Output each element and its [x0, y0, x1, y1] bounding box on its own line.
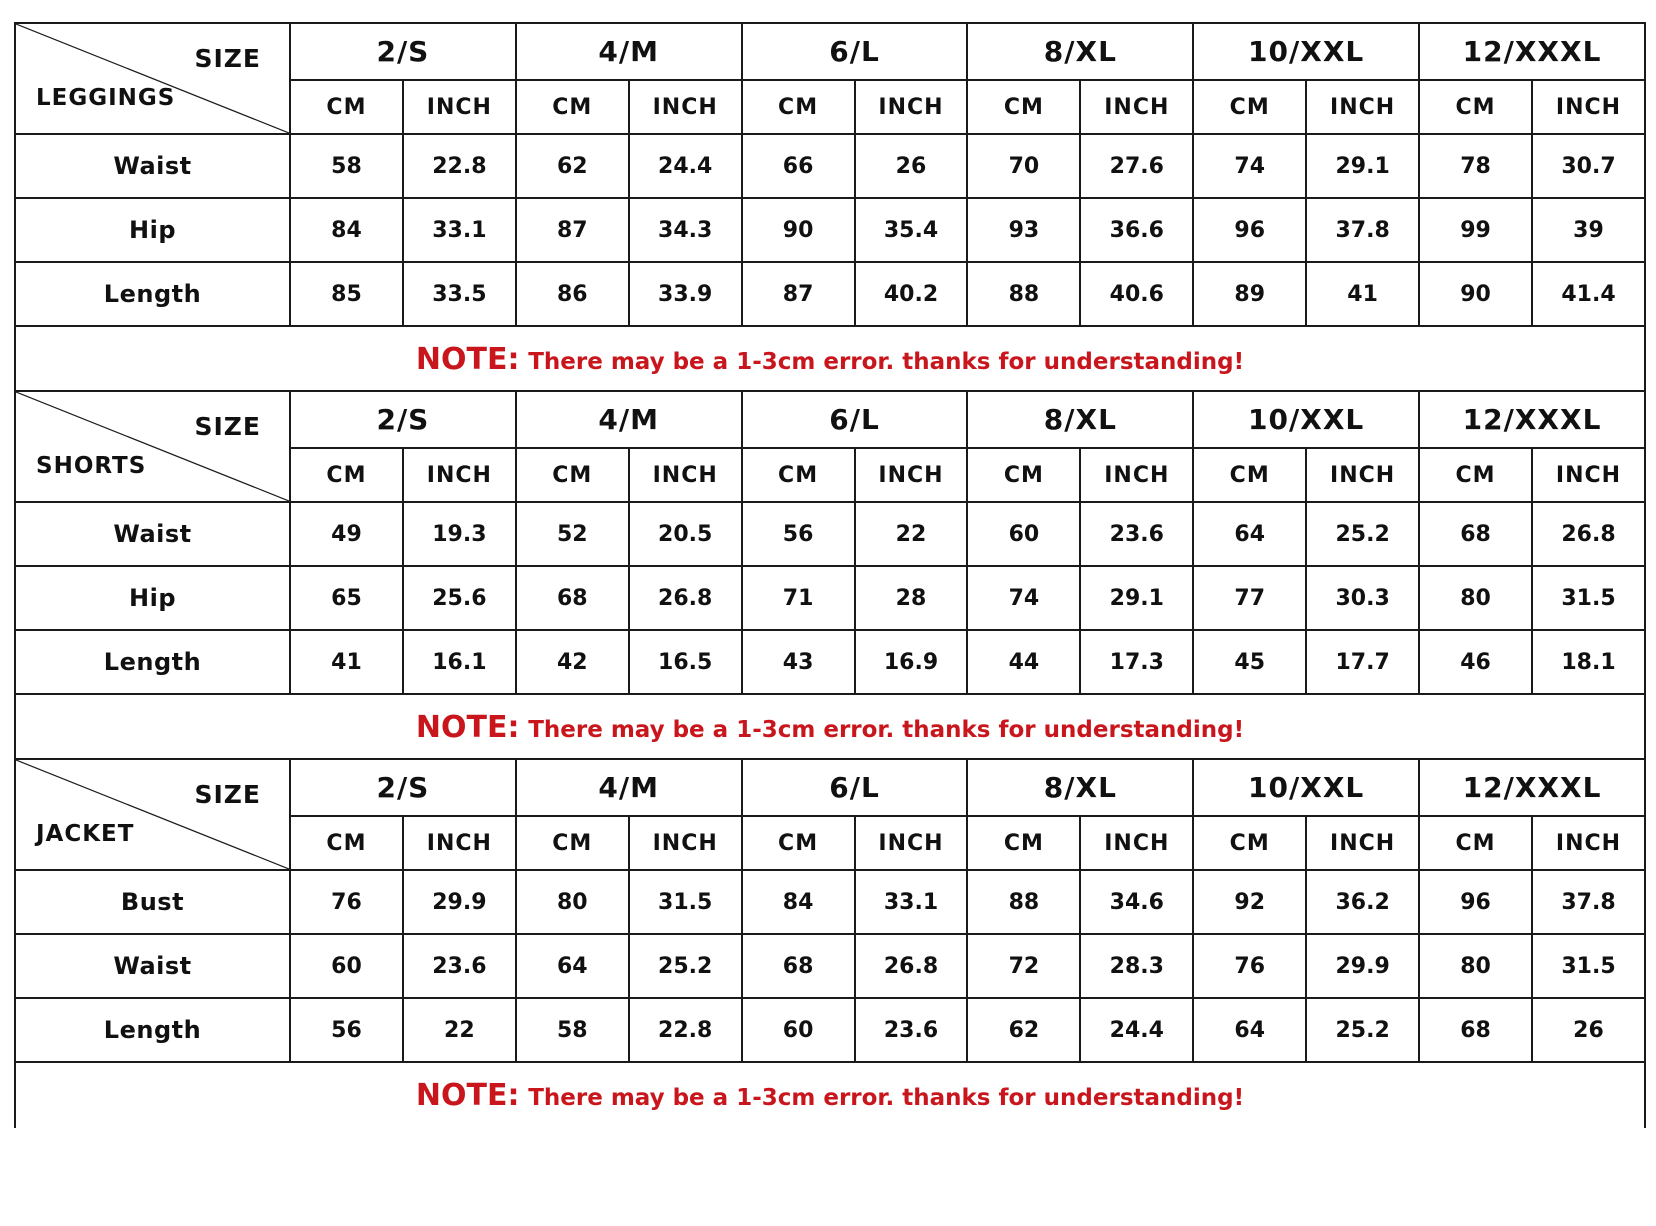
measurement-value: 23.6	[403, 934, 516, 998]
measurement-value: 56	[290, 998, 403, 1062]
size-chart-shorts	[14, 390, 1646, 760]
size-header: 12/XXXL	[1419, 23, 1645, 80]
unit-header: INCH	[1532, 80, 1645, 134]
size-chart-leggings	[14, 22, 1646, 392]
measurement-value: 60	[967, 502, 1080, 566]
unit-header: INCH	[629, 80, 742, 134]
measurement-value: 65	[290, 566, 403, 630]
measurement-value: 41	[1306, 262, 1419, 326]
measurement-value: 22	[403, 998, 516, 1062]
measurement-label: Length	[15, 630, 290, 694]
measurement-value: 80	[1419, 566, 1532, 630]
size-header: 6/L	[742, 759, 968, 816]
unit-header: INCH	[1306, 80, 1419, 134]
unit-header: INCH	[1080, 80, 1193, 134]
unit-header: CM	[967, 816, 1080, 870]
size-chart-jacket	[14, 758, 1646, 1128]
measurement-value: 99	[1419, 198, 1532, 262]
unit-header: INCH	[855, 80, 968, 134]
size-header-row	[15, 391, 1645, 448]
measurement-value: 64	[1193, 502, 1306, 566]
measurement-value: 87	[742, 262, 855, 326]
unit-header: INCH	[1080, 816, 1193, 870]
table-row	[15, 134, 1645, 198]
note-text: There may be a 1-3cm error. thanks for understanding!	[528, 349, 1245, 375]
size-header: 6/L	[742, 391, 968, 448]
measurement-value: 46	[1419, 630, 1532, 694]
measurement-value: 85	[290, 262, 403, 326]
unit-header: CM	[516, 816, 629, 870]
size-table	[14, 758, 1646, 1128]
size-header: 4/M	[516, 759, 742, 816]
unit-header: CM	[290, 816, 403, 870]
measurement-label: Waist	[15, 134, 290, 198]
unit-header: INCH	[855, 448, 968, 502]
measurement-value: 64	[1193, 998, 1306, 1062]
unit-header: INCH	[1532, 816, 1645, 870]
measurement-value: 26	[855, 134, 968, 198]
measurement-value: 88	[967, 870, 1080, 934]
measurement-value: 56	[742, 502, 855, 566]
note-text: There may be a 1-3cm error. thanks for understanding!	[528, 1085, 1245, 1111]
note-prefix: NOTE:	[415, 1078, 520, 1113]
size-label: SIZE	[194, 44, 261, 73]
unit-header: CM	[516, 448, 629, 502]
measurement-value: 78	[1419, 134, 1532, 198]
unit-header: INCH	[629, 448, 742, 502]
measurement-value: 25.6	[403, 566, 516, 630]
measurement-value: 58	[290, 134, 403, 198]
measurement-value: 62	[516, 134, 629, 198]
measurement-value: 27.6	[1080, 134, 1193, 198]
measurement-value: 60	[290, 934, 403, 998]
size-label: SIZE	[194, 780, 261, 809]
measurement-value: 29.9	[403, 870, 516, 934]
measurement-value: 24.4	[629, 134, 742, 198]
measurement-label: Hip	[15, 566, 290, 630]
measurement-value: 93	[967, 198, 1080, 262]
measurement-value: 64	[516, 934, 629, 998]
note-row	[15, 326, 1645, 392]
measurement-value: 25.2	[629, 934, 742, 998]
unit-header: INCH	[403, 448, 516, 502]
size-table	[14, 390, 1646, 760]
error-note	[15, 694, 1645, 760]
size-header: 10/XXL	[1193, 391, 1419, 448]
measurement-value: 33.1	[855, 870, 968, 934]
size-header: 2/S	[290, 23, 516, 80]
measurement-value: 89	[1193, 262, 1306, 326]
measurement-value: 34.6	[1080, 870, 1193, 934]
measurement-value: 31.5	[1532, 934, 1645, 998]
measurement-value: 31.5	[629, 870, 742, 934]
unit-header: CM	[1419, 448, 1532, 502]
measurement-value: 17.3	[1080, 630, 1193, 694]
diagonal-divider	[16, 760, 289, 869]
note-text: There may be a 1-3cm error. thanks for understanding!	[528, 717, 1245, 743]
measurement-value: 87	[516, 198, 629, 262]
table-row	[15, 262, 1645, 326]
unit-header: INCH	[855, 816, 968, 870]
unit-header: CM	[516, 80, 629, 134]
unit-header: INCH	[1306, 448, 1419, 502]
measurement-value: 22	[855, 502, 968, 566]
measurement-value: 36.6	[1080, 198, 1193, 262]
measurement-value: 17.7	[1306, 630, 1419, 694]
unit-header: CM	[742, 80, 855, 134]
unit-header: INCH	[1306, 816, 1419, 870]
measurement-value: 28.3	[1080, 934, 1193, 998]
size-label: SIZE	[194, 412, 261, 441]
note-row	[15, 694, 1645, 760]
size-header: 4/M	[516, 391, 742, 448]
size-header: 8/XL	[967, 759, 1193, 816]
measurement-value: 80	[516, 870, 629, 934]
unit-header: CM	[742, 448, 855, 502]
measurement-value: 68	[1419, 998, 1532, 1062]
measurement-value: 31.5	[1532, 566, 1645, 630]
unit-header: CM	[967, 80, 1080, 134]
measurement-value: 90	[1419, 262, 1532, 326]
measurement-value: 96	[1419, 870, 1532, 934]
measurement-label: Length	[15, 998, 290, 1062]
measurement-value: 80	[1419, 934, 1532, 998]
unit-header: CM	[1193, 816, 1306, 870]
measurement-value: 60	[742, 998, 855, 1062]
unit-header: CM	[967, 448, 1080, 502]
measurement-value: 68	[742, 934, 855, 998]
measurement-value: 45	[1193, 630, 1306, 694]
measurement-value: 23.6	[855, 998, 968, 1062]
measurement-value: 41.4	[1532, 262, 1645, 326]
unit-header: INCH	[403, 816, 516, 870]
size-header: 2/S	[290, 759, 516, 816]
table-row	[15, 566, 1645, 630]
measurement-value: 30.3	[1306, 566, 1419, 630]
measurement-value: 84	[742, 870, 855, 934]
measurement-value: 76	[1193, 934, 1306, 998]
unit-header: CM	[742, 816, 855, 870]
unit-header: INCH	[403, 80, 516, 134]
measurement-value: 33.5	[403, 262, 516, 326]
table-row	[15, 502, 1645, 566]
measurement-value: 19.3	[403, 502, 516, 566]
measurement-value: 26.8	[855, 934, 968, 998]
table-row	[15, 198, 1645, 262]
measurement-value: 68	[516, 566, 629, 630]
measurement-value: 86	[516, 262, 629, 326]
table-row	[15, 934, 1645, 998]
size-header: 12/XXXL	[1419, 391, 1645, 448]
table-row	[15, 870, 1645, 934]
unit-header: CM	[1419, 80, 1532, 134]
measurement-value: 76	[290, 870, 403, 934]
diagonal-divider	[16, 392, 289, 501]
measurement-value: 96	[1193, 198, 1306, 262]
measurement-value: 23.6	[1080, 502, 1193, 566]
measurement-value: 22.8	[403, 134, 516, 198]
unit-header: CM	[290, 448, 403, 502]
measurement-value: 44	[967, 630, 1080, 694]
measurement-value: 33.9	[629, 262, 742, 326]
measurement-label: Length	[15, 262, 290, 326]
measurement-value: 18.1	[1532, 630, 1645, 694]
size-header: 4/M	[516, 23, 742, 80]
measurement-value: 16.9	[855, 630, 968, 694]
size-header: 10/XXL	[1193, 23, 1419, 80]
table-row	[15, 630, 1645, 694]
measurement-label: Bust	[15, 870, 290, 934]
measurement-value: 74	[967, 566, 1080, 630]
error-note	[15, 1062, 1645, 1128]
measurement-value: 26.8	[1532, 502, 1645, 566]
measurement-value: 25.2	[1306, 502, 1419, 566]
measurement-value: 16.1	[403, 630, 516, 694]
size-header-row	[15, 23, 1645, 80]
unit-header: CM	[1193, 448, 1306, 502]
corner-header	[15, 391, 290, 502]
measurement-value: 26	[1532, 998, 1645, 1062]
garment-type-label: LEGGINGS	[36, 85, 176, 111]
measurement-value: 49	[290, 502, 403, 566]
measurement-value: 28	[855, 566, 968, 630]
measurement-value: 88	[967, 262, 1080, 326]
unit-header: CM	[290, 80, 403, 134]
measurement-value: 58	[516, 998, 629, 1062]
measurement-value: 84	[290, 198, 403, 262]
measurement-value: 37.8	[1306, 198, 1419, 262]
error-note	[15, 326, 1645, 392]
measurement-value: 41	[290, 630, 403, 694]
measurement-value: 39	[1532, 198, 1645, 262]
measurement-label: Hip	[15, 198, 290, 262]
unit-header: CM	[1419, 816, 1532, 870]
measurement-value: 35.4	[855, 198, 968, 262]
measurement-value: 66	[742, 134, 855, 198]
measurement-value: 34.3	[629, 198, 742, 262]
corner-header	[15, 23, 290, 134]
measurement-label: Waist	[15, 934, 290, 998]
measurement-value: 22.8	[629, 998, 742, 1062]
measurement-value: 40.6	[1080, 262, 1193, 326]
garment-type-label: JACKET	[36, 821, 135, 847]
measurement-value: 20.5	[629, 502, 742, 566]
measurement-value: 29.1	[1080, 566, 1193, 630]
corner-header	[15, 759, 290, 870]
measurement-value: 77	[1193, 566, 1306, 630]
size-header: 12/XXXL	[1419, 759, 1645, 816]
measurement-value: 70	[967, 134, 1080, 198]
unit-header: INCH	[629, 816, 742, 870]
unit-header: CM	[1193, 80, 1306, 134]
measurement-value: 62	[967, 998, 1080, 1062]
measurement-value: 36.2	[1306, 870, 1419, 934]
measurement-value: 74	[1193, 134, 1306, 198]
garment-type-label: SHORTS	[36, 453, 147, 479]
measurement-value: 92	[1193, 870, 1306, 934]
measurement-value: 29.1	[1306, 134, 1419, 198]
measurement-value: 52	[516, 502, 629, 566]
size-header-row	[15, 759, 1645, 816]
measurement-value: 16.5	[629, 630, 742, 694]
note-prefix: NOTE:	[415, 342, 520, 377]
unit-header: INCH	[1080, 448, 1193, 502]
measurement-value: 43	[742, 630, 855, 694]
measurement-value: 33.1	[403, 198, 516, 262]
measurement-value: 29.9	[1306, 934, 1419, 998]
note-prefix: NOTE:	[415, 710, 520, 745]
measurement-value: 40.2	[855, 262, 968, 326]
measurement-label: Waist	[15, 502, 290, 566]
measurement-value: 25.2	[1306, 998, 1419, 1062]
measurement-value: 42	[516, 630, 629, 694]
note-row	[15, 1062, 1645, 1128]
size-table	[14, 22, 1646, 392]
measurement-value: 68	[1419, 502, 1532, 566]
size-header: 2/S	[290, 391, 516, 448]
table-row	[15, 998, 1645, 1062]
size-header: 10/XXL	[1193, 759, 1419, 816]
measurement-value: 72	[967, 934, 1080, 998]
measurement-value: 37.8	[1532, 870, 1645, 934]
size-header: 6/L	[742, 23, 968, 80]
measurement-value: 24.4	[1080, 998, 1193, 1062]
measurement-value: 26.8	[629, 566, 742, 630]
measurement-value: 71	[742, 566, 855, 630]
measurement-value: 30.7	[1532, 134, 1645, 198]
diagonal-divider	[16, 24, 289, 133]
measurement-value: 90	[742, 198, 855, 262]
unit-header: INCH	[1532, 448, 1645, 502]
size-header: 8/XL	[967, 391, 1193, 448]
size-header: 8/XL	[967, 23, 1193, 80]
